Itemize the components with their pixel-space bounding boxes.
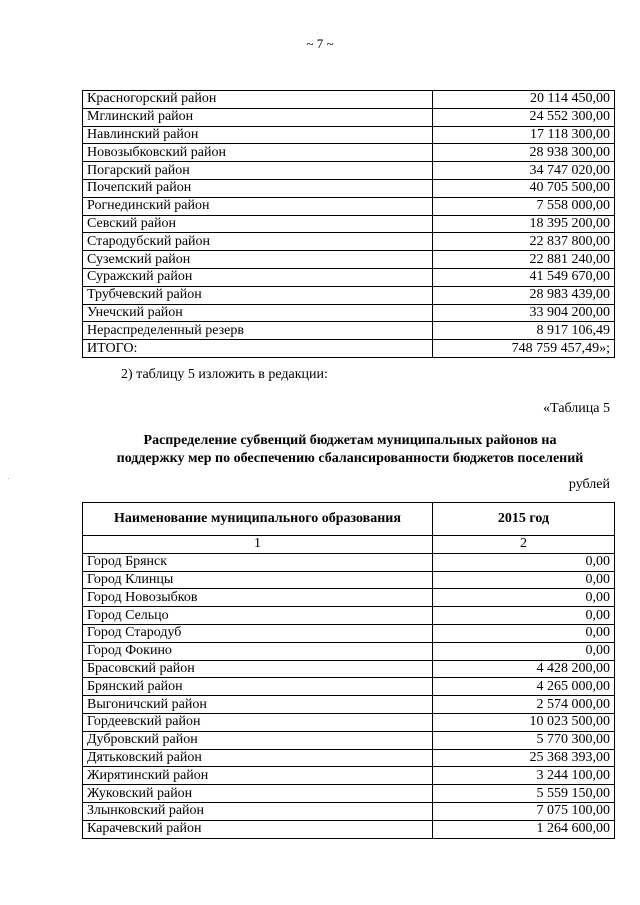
subsidy-table-continued bbox=[82, 90, 615, 358]
amount-value: 0,00 bbox=[433, 553, 615, 571]
amount-value: 7 075 100,00 bbox=[433, 802, 615, 820]
municipality-name: Севский район bbox=[83, 215, 433, 233]
municipality-name: Брянский район bbox=[83, 678, 433, 696]
instruction-text: 2) таблицу 5 изложить в редакции: bbox=[121, 367, 328, 382]
municipality-name: Погарский район bbox=[83, 162, 433, 180]
municipality-name: Навлинский район bbox=[83, 126, 433, 144]
municipality-name: ИТОГО: bbox=[83, 340, 433, 358]
municipality-name: Почепский район bbox=[83, 179, 433, 197]
municipality-name: Гордеевский район bbox=[83, 713, 433, 731]
title-line-1: Распределение субвенций бюджетам муниципальных районов на bbox=[143, 433, 557, 448]
municipality-name: Трубчевский район bbox=[83, 286, 433, 304]
municipality-name: Мглинский район bbox=[83, 108, 433, 126]
amount-value: 40 705 500,00 bbox=[433, 179, 615, 197]
table-row bbox=[83, 286, 615, 304]
municipality-name: Суземский район bbox=[83, 251, 433, 269]
amount-value: 10 023 500,00 bbox=[433, 713, 615, 731]
amount-value: 28 938 300,00 bbox=[433, 144, 615, 162]
amount-value: 5 559 150,00 bbox=[433, 785, 615, 803]
municipality-name: Город Брянск bbox=[83, 553, 433, 571]
table-row bbox=[83, 589, 615, 607]
amount-value: 22 837 800,00 bbox=[433, 233, 615, 251]
amount-value: 0,00 bbox=[433, 589, 615, 607]
page-number: ~ 7 ~ bbox=[306, 36, 334, 51]
municipality-name: Город Новозыбков bbox=[83, 589, 433, 607]
table-row bbox=[83, 749, 615, 767]
amount-value: 17 118 300,00 bbox=[433, 126, 615, 144]
table-title bbox=[60, 432, 640, 468]
table-row bbox=[83, 197, 615, 215]
amount-value: 748 759 457,49»; bbox=[433, 340, 615, 358]
table-row bbox=[83, 340, 615, 358]
table-row bbox=[83, 696, 615, 714]
table-row bbox=[83, 820, 615, 838]
amount-value: 33 904 200,00 bbox=[433, 304, 615, 322]
header-year: 2015 год bbox=[433, 503, 615, 536]
table-row bbox=[83, 767, 615, 785]
municipality-name: Злынковский район bbox=[83, 802, 433, 820]
amount-value: 34 747 020,00 bbox=[433, 162, 615, 180]
header-municipality: Наименование муниципального образования bbox=[83, 503, 433, 536]
municipality-name: Брасовский район bbox=[83, 660, 433, 678]
table-row bbox=[83, 571, 615, 589]
municipality-name: Город Сельцо bbox=[83, 607, 433, 625]
amount-value: 28 983 439,00 bbox=[433, 286, 615, 304]
municipality-name: Рогнединский район bbox=[83, 197, 433, 215]
column-index-row bbox=[83, 536, 615, 554]
municipality-name: Город Клинцы bbox=[83, 571, 433, 589]
column-index-2: 2 bbox=[433, 536, 615, 554]
table-row bbox=[83, 162, 615, 180]
table-row bbox=[83, 624, 615, 642]
amount-value: 22 881 240,00 bbox=[433, 251, 615, 269]
table-row bbox=[83, 91, 615, 109]
municipality-name: Новозыбковский район bbox=[83, 144, 433, 162]
amount-value: 0,00 bbox=[433, 642, 615, 660]
table-header-row bbox=[83, 503, 615, 536]
municipality-name: Дубровский район bbox=[83, 731, 433, 749]
amount-value: 18 395 200,00 bbox=[433, 215, 615, 233]
table-row bbox=[83, 179, 615, 197]
table-row bbox=[83, 642, 615, 660]
table-row bbox=[83, 607, 615, 625]
table-row bbox=[83, 731, 615, 749]
amount-value: 0,00 bbox=[433, 571, 615, 589]
table-label: «Таблица 5 bbox=[543, 401, 610, 416]
table-row bbox=[83, 785, 615, 803]
municipality-name: Дятьковский район bbox=[83, 749, 433, 767]
table-row bbox=[83, 233, 615, 251]
table2-body bbox=[83, 553, 615, 838]
municipality-name: Карачевский район bbox=[83, 820, 433, 838]
table-row bbox=[83, 268, 615, 286]
municipality-name: Стародубский район bbox=[83, 233, 433, 251]
title-line-2: поддержку мер по обеспечению сбалансированности бюджетов поселений bbox=[116, 451, 584, 466]
table-row bbox=[83, 553, 615, 571]
amount-value: 8 917 106,49 bbox=[433, 322, 615, 340]
municipality-name: Город Стародуб bbox=[83, 624, 433, 642]
amount-value: 5 770 300,00 bbox=[433, 731, 615, 749]
municipality-name: Жуковский район bbox=[83, 785, 433, 803]
table-row bbox=[83, 660, 615, 678]
table-row bbox=[83, 126, 615, 144]
table-row bbox=[83, 678, 615, 696]
table-row bbox=[83, 713, 615, 731]
amount-value: 3 244 100,00 bbox=[433, 767, 615, 785]
amount-value: 25 368 393,00 bbox=[433, 749, 615, 767]
amount-value: 24 552 300,00 bbox=[433, 108, 615, 126]
municipality-name: Город Фокино bbox=[83, 642, 433, 660]
municipality-name: Суражский район bbox=[83, 268, 433, 286]
unit-label: рублей bbox=[568, 477, 610, 492]
table-row bbox=[83, 322, 615, 340]
table1-body bbox=[83, 91, 615, 358]
amount-value: 20 114 450,00 bbox=[433, 91, 615, 109]
municipality-name: Выгоничский район bbox=[83, 696, 433, 714]
amount-value: 2 574 000,00 bbox=[433, 696, 615, 714]
municipality-name: Красногорский район bbox=[83, 91, 433, 109]
amount-value: 1 264 600,00 bbox=[433, 820, 615, 838]
municipality-name: Унечский район bbox=[83, 304, 433, 322]
municipality-name: Жирятинский район bbox=[83, 767, 433, 785]
table-row bbox=[83, 108, 615, 126]
amount-value: 0,00 bbox=[433, 607, 615, 625]
municipality-name: Нераспределенный резерв bbox=[83, 322, 433, 340]
amount-value: 4 265 000,00 bbox=[433, 678, 615, 696]
table-row bbox=[83, 251, 615, 269]
column-index-1: 1 bbox=[83, 536, 433, 554]
table-row bbox=[83, 802, 615, 820]
amount-value: 0,00 bbox=[433, 624, 615, 642]
amount-value: 7 558 000,00 bbox=[433, 197, 615, 215]
amount-value: 4 428 200,00 bbox=[433, 660, 615, 678]
table-row bbox=[83, 144, 615, 162]
margin-mark bbox=[8, 478, 9, 479]
amount-value: 41 549 670,00 bbox=[433, 268, 615, 286]
table-row bbox=[83, 215, 615, 233]
subsidy-table-5 bbox=[82, 502, 615, 839]
table-row bbox=[83, 304, 615, 322]
